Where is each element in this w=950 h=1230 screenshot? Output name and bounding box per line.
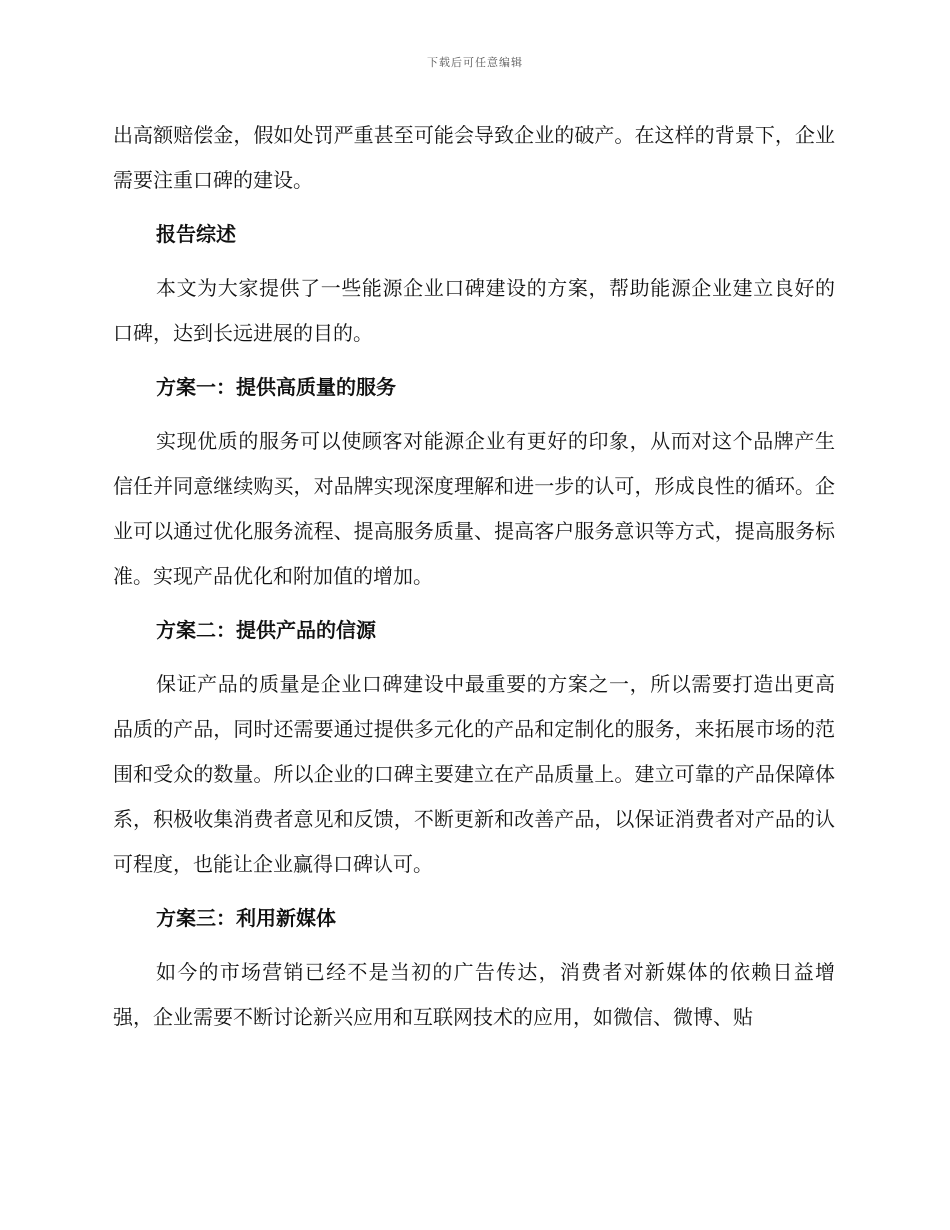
page-header: 下载后可任意编辑: [427, 56, 523, 69]
paragraph-intro-continuation: 出高额赔偿金，假如处罚严重甚至可能会导致企业的破产。在这样的背景下，企业需要注重口碑的建设。: [113, 123, 835, 192]
heading-plan-three: 方案三：利用新媒体: [156, 906, 336, 930]
paragraph-plan-three: 如今的市场营销已经不是当初的广告传达，消费者对新媒体的依赖日益增强，企业需要不断讨论新兴应用和互联网技术的应用，如微信、微博、贴: [113, 960, 835, 1029]
paragraph-plan-two: 保证产品的质量是企业口碑建设中最重要的方案之一，所以需要打造出更高品质的产品，同时还需要通过提供多元化的产品和定制化的服务，来拓展市场的范围和受众的数量。所以企业的口碑主要建立在产品质量上。建立可靠的产品保障体系，积极收集消费者意见和反馈，不断更新和改善产品，以保证消费者对产品的认可程度，也能让企业赢得口碑认可。: [113, 672, 835, 876]
paragraph-plan-one: 实现优质的服务可以使顾客对能源企业有更好的印象，从而对这个品牌产生信任并同意继续购买，对品牌实现深度理解和进一步的认可，形成良性的循环。企业可以通过优化服务流程、提高服务质量、提高客户服务意识等方式，提高服务标准。实现产品优化和附加值的增加。: [113, 429, 835, 588]
paragraph-report-summary: 本文为大家提供了一些能源企业口碑建设的方案，帮助能源企业建立良好的口碑，达到长远进展的目的。: [113, 276, 835, 345]
heading-plan-two: 方案二：提供产品的信源: [156, 618, 376, 642]
heading-report-summary: 报告综述: [156, 222, 236, 246]
heading-plan-one: 方案一：提供高质量的服务: [156, 375, 396, 399]
document-body: [113, 113, 835, 1049]
